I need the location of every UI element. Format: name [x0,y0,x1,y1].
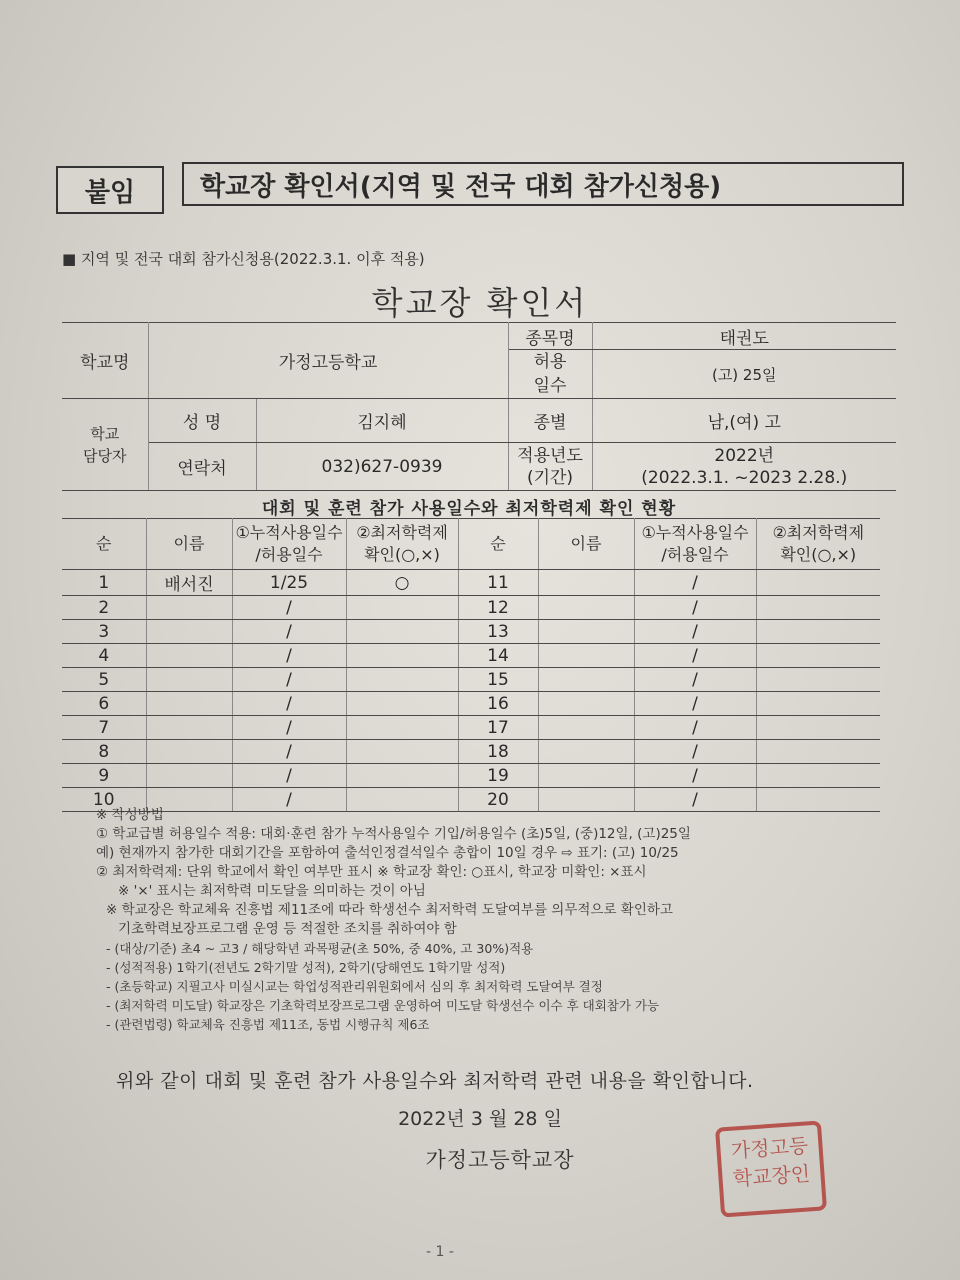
row-days-2: / [634,668,756,692]
year-cell [592,443,896,491]
note-line: - (초등학교) 지필고사 미실시교는 학업성적관리위원회에서 심의 후 최저학력 도달여부 결정 [106,979,603,994]
official-seal [715,1120,827,1217]
note-line: - (관련법령) 학교체육 진흥법 제11조, 동법 시행규칙 제6조 [106,1017,430,1032]
attachment-title: 학교장 확인서(지역 및 전국 대회 참가신청용) [182,162,904,206]
row-check [346,596,458,620]
row-check-2 [756,620,880,644]
row-check-2 [756,764,880,788]
row-check-2 [756,644,880,668]
row-check-2 [756,668,880,692]
row-name [146,596,232,620]
note-line: ※ 학교장은 학교체육 진흥법 제11조에 따라 학생선수 최저학력 도달여부를 의무적으로 확인하고 [106,902,673,918]
usage-row [62,570,880,596]
note-line: 기초학력보장프로그램 운영 등 적절한 조치를 취하여야 함 [118,921,457,937]
note-line: - (성적적용) 1학기(전년도 2학기말 성적), 2학기(당해연도 1학기말 성적) [106,960,506,975]
school-name-label: 학교명 [62,323,148,399]
name-value: 김지혜 [256,399,508,443]
usage-row [62,716,880,740]
row-no: 8 [62,740,146,764]
row-check-2 [756,692,880,716]
row-check-2 [756,570,880,596]
col-check: ②최저학력제 확인(○,×) [346,519,458,570]
seal-lettering: 학교장인 [732,1161,811,1191]
staff-label: 학교 담당자 [62,399,148,491]
row-name-2 [538,668,634,692]
document-title: 학교장 확인서 [371,284,589,322]
row-no: 2 [62,596,146,620]
row-name-2 [538,596,634,620]
notes-heading: ※ 작성방법 [96,807,164,823]
usage-table [62,518,880,812]
row-no: 9 [62,764,146,788]
note-line: 예) 현재까지 참가한 대회기간을 포함하여 출석인정결석일수 총합이 10일 경우 ⇨ 표기: (고) 10/25 [96,845,679,861]
row-days: / [232,740,346,764]
year-label: 적용년도 (기간) [508,443,592,491]
row-days: / [232,716,346,740]
applicability-note: ■ 지역 및 전국 대회 참가신청용(2022.3.1. 이후 적용) [62,250,425,268]
row-check-2 [756,716,880,740]
row-no-2: 17 [458,716,538,740]
row-no-2: 18 [458,740,538,764]
signature-date: 2022년 3 월 28 일 [398,1108,562,1130]
event-value: 태권도 [592,323,896,350]
row-name: 배서진 [146,570,232,596]
row-name [146,644,232,668]
row-name [146,740,232,764]
row-name [146,692,232,716]
usage-row [62,596,880,620]
gender-label: 종별 [508,399,592,443]
col-name: 이름 [146,519,232,570]
row-no-2: 12 [458,596,538,620]
row-check [346,644,458,668]
row-days-2: / [634,764,756,788]
row-check [346,692,458,716]
row-days: / [232,668,346,692]
attachment-header [56,162,908,212]
contact-label: 연락처 [148,443,256,491]
row-name-2 [538,716,634,740]
row-days-2: / [634,692,756,716]
row-days: 1/25 [232,570,346,596]
row-name-2 [538,692,634,716]
col-days: ①누적사용일수 /허용일수 [232,519,346,570]
row-check [346,740,458,764]
year-period: (2022.3.1. ~2023 2.28.) [641,467,848,488]
row-check [346,764,458,788]
row-check-2 [756,596,880,620]
row-name-2 [538,570,634,596]
note-line: - (대상/기준) 초4 ~ 고3 / 해당학년 과목평균(초 50%, 중 40%, 고 30%)적용 [106,941,534,956]
principal-title: 가정고등학교장 [425,1148,575,1172]
note-line: ② 최저학력제: 단위 학교에서 확인 여부만 표시 ※ 학교장 확인: ○표시, 학교장 미확인: ×표시 [96,864,647,880]
row-no-2: 20 [458,788,538,812]
row-days-2: / [634,788,756,812]
row-days: / [232,764,346,788]
row-days: / [232,596,346,620]
col-days-2: ①누적사용일수 /허용일수 [634,519,756,570]
row-days-2: / [634,596,756,620]
row-days-2: / [634,716,756,740]
row-name-2 [538,620,634,644]
row-check: ○ [346,570,458,596]
usage-row [62,668,880,692]
row-no: 3 [62,620,146,644]
row-days-2: / [634,644,756,668]
event-label: 종목명 [508,323,592,350]
year-value: 2022년 [714,445,775,466]
row-check [346,620,458,644]
row-check [346,716,458,740]
usage-row [62,620,880,644]
usage-row [62,764,880,788]
row-name-2 [538,644,634,668]
seal-lettering: 가정고등 [730,1133,809,1163]
row-name [146,620,232,644]
col-name-2: 이름 [538,519,634,570]
row-name [146,716,232,740]
row-no-2: 11 [458,570,538,596]
school-info-table [62,322,896,491]
allowed-days-value: (고) 25일 [592,350,896,399]
col-no-2: 순 [458,519,538,570]
school-name-value: 가정고등학교 [148,323,508,399]
col-no: 순 [62,519,146,570]
row-no: 4 [62,644,146,668]
row-name-2 [538,740,634,764]
row-days: / [232,644,346,668]
name-label: 성 명 [148,399,256,443]
row-days: / [232,620,346,644]
row-no-2: 16 [458,692,538,716]
row-no-2: 15 [458,668,538,692]
row-name [146,668,232,692]
row-no: 1 [62,570,146,596]
usage-row [62,740,880,764]
row-no: 7 [62,716,146,740]
row-name [146,764,232,788]
note-line: ※ '×' 표시는 최저학력 미도달을 의미하는 것이 아님 [118,883,426,899]
note-line: ① 학교급별 허용일수 적용: 대회·훈련 참가 누적사용일수 기입/허용일수 (초)5일, (중)12일, (고)25일 [96,826,691,842]
allowed-days-label: 허용 일수 [508,350,592,399]
note-line: - (최저학력 미도달) 학교장은 기초학력보장프로그램 운영하여 미도달 학생선수 이수 후 대회참가 가능 [106,998,660,1013]
contact-value: 032)627-0939 [256,443,508,491]
writing-instructions [96,806,856,1034]
row-no: 5 [62,668,146,692]
row-no: 10 [62,788,146,812]
row-days-2: / [634,620,756,644]
row-name-2 [538,764,634,788]
confirmation-statement: 위와 같이 대회 및 훈련 참가 사용일수와 최저학력 관련 내용을 확인합니다. [116,1070,754,1092]
usage-table-title: 대회 및 훈련 참가 사용일수와 최저학력제 확인 현황 [261,499,677,519]
row-days: / [232,692,346,716]
row-days: / [232,788,346,812]
row-no-2: 19 [458,764,538,788]
row-no: 6 [62,692,146,716]
usage-row [62,644,880,668]
row-days-2: / [634,570,756,596]
row-check [346,668,458,692]
col-check-2: ②최저학력제 확인(○,×) [756,519,880,570]
row-check-2 [756,740,880,764]
attachment-tag: 붙임 [56,166,164,214]
gender-value: 남,(여) 고 [592,399,896,443]
row-days-2: / [634,740,756,764]
row-no-2: 14 [458,644,538,668]
usage-row [62,692,880,716]
page-number: - 1 - [426,1244,454,1260]
row-no-2: 13 [458,620,538,644]
